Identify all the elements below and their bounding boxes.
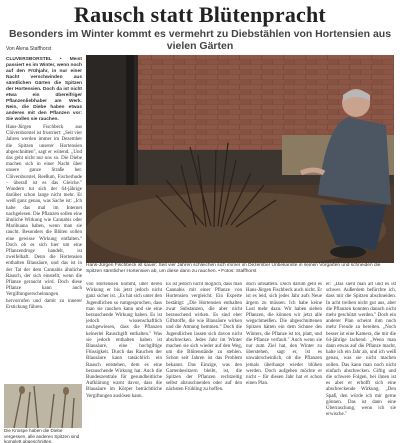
hydrangea-closeup-photo [4, 384, 82, 428]
main-photo-caption: Hans-Jürgen Fischbeck ist sauer: Seit vier Jahren schleichen sich immer im Dezember Unbekannte in seinen Vorgarten und schneiden die Spitzen sämtlicher Hortensien ab, um diese dann zu rauchen. • Fotos: Staffhorst [86, 263, 381, 274]
article-headline: Rausch statt Blütenpracht [74, 2, 326, 27]
main-photo-gardener [86, 55, 394, 263]
article-column-3 [166, 282, 242, 440]
article-column-1 [6, 57, 82, 382]
article-lead: CLÜVERSBORSTEL • Meist passiert es im Winter, wenn noch auf den Frühjahr, in nur einer Nacht verschwinden aus sämtlichen Gärten die Spitzen der Hortensien. Doch da ist nicht etwa ein übereifriger Pflanzenliebhaber am Werk. Nein, die Diebe haben etwas anderes mit den Pflanzen vor: Sie wollen sie rauchen. [6, 57, 82, 122]
article-paragraph: von Hortensien kommt, über deren Wirkung er bis jetzt jedoch nicht ganz sicher ist. „Es hat sich unter den Jugendlichen so rumgesprochen, dass man sie rauchen kann und sie eine berauschende Wirkung haben. Es ist jedoch wissenschaftlich nachgewiesen, dass die Pflanzen keinerlei Rauschgift enthalten." Was sie jedoch enthalten haben ist Blausäure, eine hochgiftige Flüssigkeit. Durch das Rauchen der Blausäure kann tatsächlich ein Rausch entstehen, dem es eine berauschende Wirkung hat. Auch die Bundeszentrale für gesundheitliche Aufklärung warnt davor, dass die Blausäure im Körper beträchtliche Vergiftungen auslösen kann. [86, 282, 162, 399]
small-photo-caption: Die Knospe haben die Diebe vergessen, alle anderen Spitzen sind komplett abgeschnitten. [4, 428, 80, 443]
article-paragraph: doch umsatteln. Doch darum geht es Hans-Jürgen Fischbeck auch nicht. Er ist es leid, sich jedes Jahr aufs Neue ärgern zu müssen. Ich habe keine Lust mehr dazu. Wir haben sieben Pflanzen, die können wir jetzt alle wegschmeißen. Die abgeschnittenen Spitzen hätten ein dem Schnee des Winters, die Pflanze ist tot, platt, und die Pflanze verfault." Auch wenn sie nur zum Ziel hat, den Winter zu überstehen, sagt er, ist es unwahrscheinlich, ob die Pflanzen jemals überhaupt wieder blühen werden. Doch aufgeben möchte er nicht – für diesen Jahr hat er schon einen Plan. [246, 282, 322, 387]
hydrangea-stems-illustration [4, 384, 82, 428]
article-paragraph: Hans-Jürgen Fischbeck aus Clüversborstel ist frustriert: „Seit vier Jahren werden immer im Dezember die Spitzen unserer Hortensien abgeschnitten", sagt er wütend. „Und das geht nicht nur uns so. Die Diebe machen sich in einer Nacht über unsere ganze Straße her. Clüversborstel, Reeßum, Fischerhude – überall ist es das Gleiche." Wundern tut sich der 64-jährige darüber schon lange nicht mehr. Er weiß ganz genau, was Sache ist: „Ich habe das mal im Internet nachgelesen. Die Pflanzen sollen eine ähnliche Wirkung wie Cannabis oder Marihuana haben, wenn man sie raucht. Besonders die Blüten sollen eine gewisse Wirkung entfalten." Doch ob es sich hier um eine Pflanzendroge handelt, ist zweifelhaft. Denn die Hortensien enthalten Blausäure, und das ist in der Tat der dem Cannabis ähnliche Rausch, der sich einstellt, wenn die Pflanze geraucht wird. Doch diese Pflanze kann auch Vergiftungserscheinungen hervorrufen und damit zu innerer Erstickung führen. [6, 125, 82, 310]
article-paragraph: er: „Das sieht man alt und es ist schwer. Außerdem befürchte ich, dass mir die Spitzen abschneiden. In acht treiben nicht gut aus, aber die Pflanzen konnten danach nicht mehr geschützt werden." Doch ein anderer Plan scheint ihm noch mehr Freude zu bereiten. „Noch besser ist eine Kamera, die mir die 64-jährige lachend. „Wenn man dann etwas auf die Pflanze macht, halte ich ein Jahr ab, und ich weiß genau, was sie nicht machen sollen. Das kann man noch nicht einfach abschrecken. Giftig und die schwere Folgen, bei ihnen ist es aber er erhofft sich eine abschreckende Wirkung. „Den Spaß, den würde ich mir gerne gönnen. Das ist dann eine Überraschung, wenn ich sie erwische." [326, 282, 396, 418]
article-paragraph: Es ist jedoch nicht möglich, dass man Cannabis mit einer Pflanze von Hortensien vergleicht. Ein Experte bestätigt: „Die Hortensien enthalten zwar Substanzen, die aber nicht berauschend wirken. Es sind eher Giftstoffe, die wie Blausäure wirken und die Atmung hemmen." Doch die Jugendlichen lassen sich davon nicht abschrecken. Jedes Jahr im Winter machen sie sich wieder auf den Weg, um die Blütenstände zu stehlen. Schon seit Jahren ist das Problem bekannt. Das Einzige, was den Gartenbesitzern bleibt, ist, die Spitzen der Pflanzen rechtzeitig selbst abzuschneiden oder auf den nächsten Frühling zu hoffen. [166, 282, 242, 393]
article-column-2 [86, 282, 162, 440]
article-column-4 [246, 282, 322, 440]
gardener-photo-illustration [86, 55, 394, 263]
article-subheadline: Besonders im Winter kommt es vermehrt zu Diebstählen von Hortensien aus vielen Gärten [8, 28, 392, 52]
article-byline: Von Alena Staffhorst [6, 46, 52, 52]
article-column-5 [326, 282, 396, 440]
